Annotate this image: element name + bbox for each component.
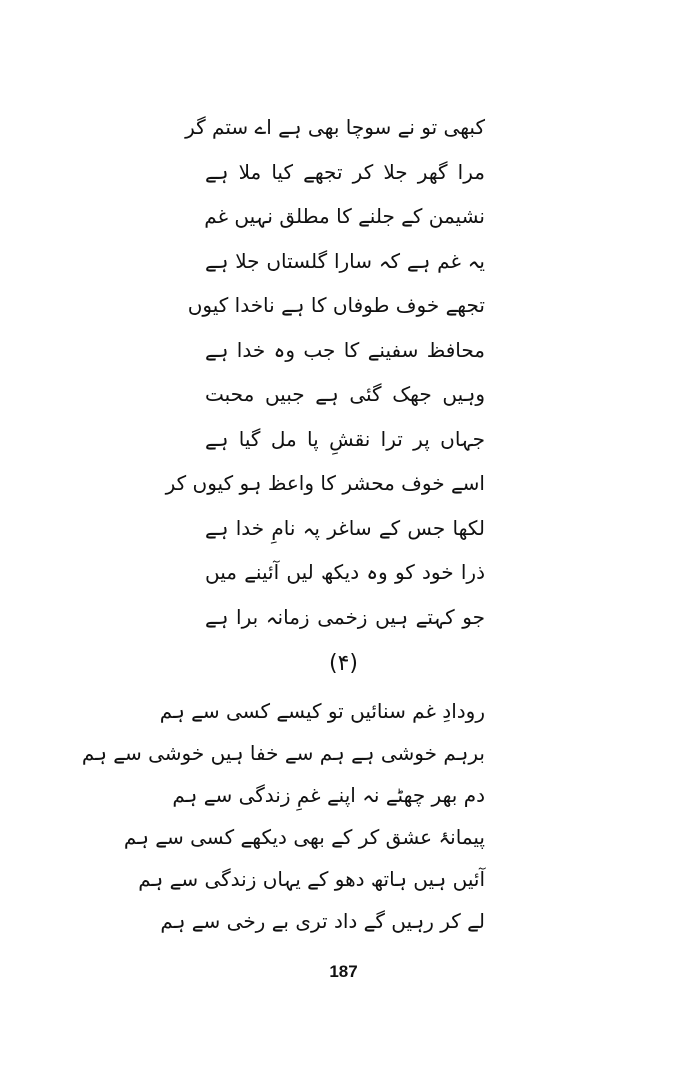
poem-stanza-2 (81, 690, 485, 942)
verse-line: تجھے خوف طوفاں کا ہے ناخدا کیوں (187, 293, 485, 317)
verse-line: اسے خوف محشر کا واعظ ہو کیوں کر (165, 471, 485, 495)
verse-line: پیمانۂ عشق کر کے بھی دیکھے کسی سے ہم (123, 825, 485, 849)
verse-line: جہاں پر ترا نقشِ پا مل گیا ہے (205, 426, 485, 451)
verse-line: دم بھر چھٹے نہ اپنے غمِ زندگی سے ہم (172, 783, 485, 807)
page-number: 187 (329, 962, 358, 981)
verse-line: محافظ سفینے کا جب وہ خدا ہے (205, 337, 485, 362)
verse-line: وہیں جھک گئی ہے جبیں محبت (205, 382, 485, 406)
verse-line: جو کہتے ہیں زخمی زمانہ برا ہے (205, 604, 485, 629)
verse-line: آئیں ہیں ہاتھ دھو کے یہاں زندگی سے ہم (138, 867, 485, 891)
verse-line: کبھی تو نے سوچا بھی ہے اے ستم گر (185, 115, 485, 139)
verse-line: یہ غم ہے کہ سارا گلستاں جلا ہے (205, 248, 485, 273)
verse-line: ذرا خود کو وہ دیکھ لیں آئینے میں (205, 560, 485, 584)
verse-line: برہم خوشی ہے ہم سے خفا ہیں خوشی سے ہم (81, 741, 485, 765)
verse-line: لے کر رہیں گے داد تری بے رخی سے ہم (160, 909, 485, 933)
verse-line: نشیمن کے جلنے کا مطلق نہیں غم (204, 204, 485, 228)
verse-line: لکھا جس کے ساغر پہ نامِ خدا ہے (205, 515, 485, 540)
verse-line: رودادِ غم سنائیں تو کیسے کسی سے ہم (159, 699, 485, 723)
verse-line: مرا گھر جلا کر تجھے کیا ملا ہے (205, 159, 485, 184)
section-number: (۴) (328, 651, 358, 676)
poem-stanza-1 (165, 105, 485, 639)
